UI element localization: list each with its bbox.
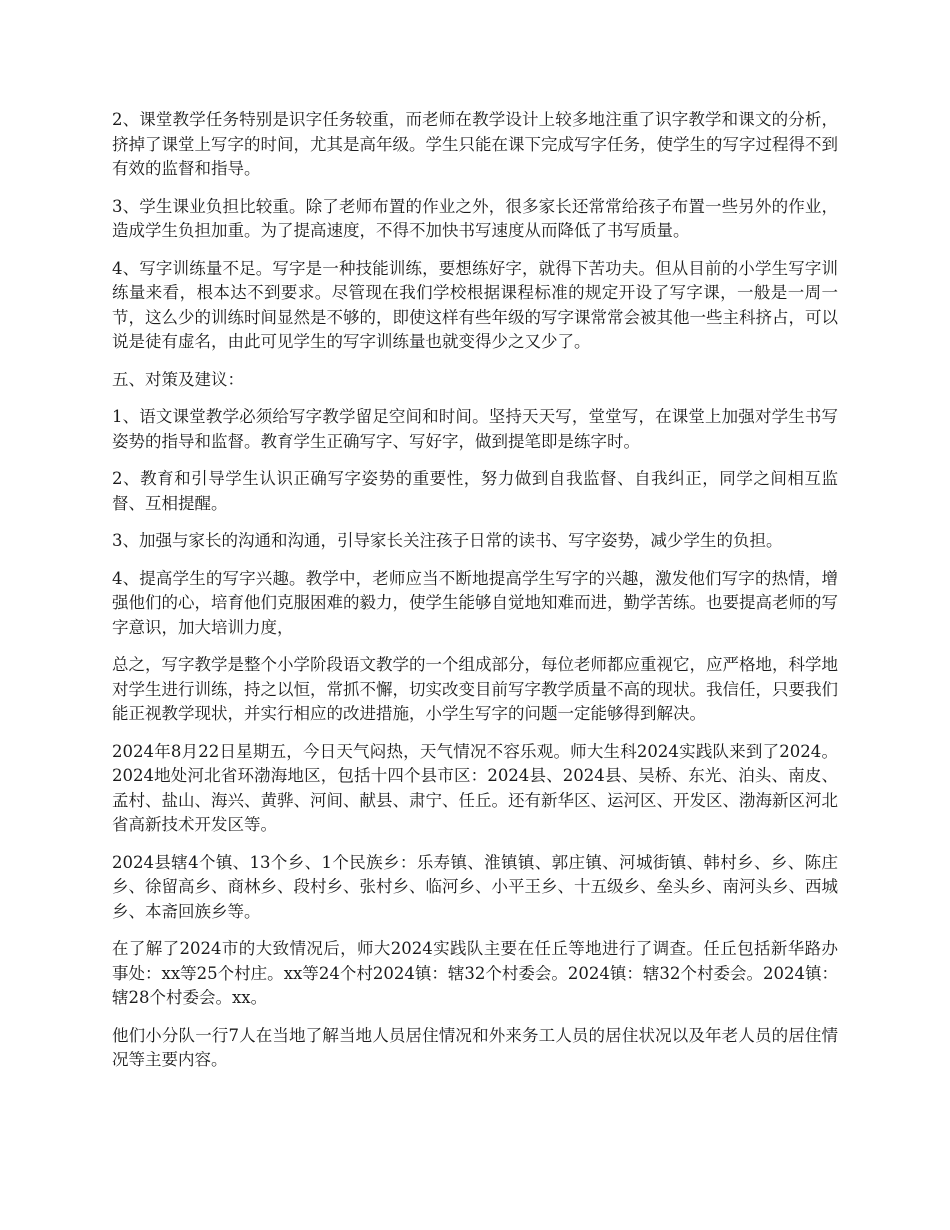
document-body [112, 108, 838, 1086]
paragraph-team-survey: 他们小分队一行7人在当地了解当地人员居住情况和外来务工人员的居住状况以及年老人员的居住情况等主要内容。 [112, 1025, 838, 1069]
paragraph-suggestion-3: 3、加强与家长的沟通和沟通，引导家长关注孩子日常的读书、写字姿势，减少学生的负担。 [112, 531, 783, 550]
paragraph-homework-burden: 3、学生课业负担比较重。除了老师布置的作业之外，很多家长还常常给孩子布置一些另外的作业，造成学生负担加重。为了提高速度，不得不加快书写速度从而降低了书写质量。 [112, 196, 838, 240]
paragraph-county-towns: 2024县辖4个镇、13个乡、1个民族乡：乐寿镇、淮镇镇、郭庄镇、河城街镇、韩村乡、乡、陈庄乡、徐留高乡、商林乡、段村乡、张村乡、临河乡、小平王乡、十五级乡、垒头乡、南河头乡、西城乡、本斋回族乡等。 [112, 852, 838, 921]
paragraph-suggestion-4: 4、提高学生的写字兴趣。教学中，老师应当不断地提高学生写字的兴趣，激发他们写字的热情，增强他们的心，培育他们克服困难的毅力，使学生能够自觉地知难而进，勤学苦练。也要提高老师的写字意识，加大培训力度， [112, 568, 838, 637]
paragraph-conclusion: 总之，写字教学是整个小学阶段语文教学的一个组成部分，每位老师都应重视它，应严格地，科学地对学生进行训练，持之以恒，常抓不懈，切实改变目前写字教学质量不高的现状。我信任，只要我们能正视教学现状，并实行相应的改进措施，小学生写字的问题一定能够得到解决。 [112, 655, 838, 723]
section-heading-suggestions: 五、对策及建议： [112, 369, 244, 389]
paragraph-survey-areas: 在了解了2024市的大致情况后，师大2024实践队主要在任丘等地进行了调查。任丘包括新华路办事处：xx等25个村庄。xx等24个村2024镇：辖32个村委会。2024镇：辖32个村委会。2024镇：辖28个村委会。xx。 [112, 939, 838, 1007]
paragraph-writing-task-time: 2、课堂教学任务特别是识字任务较重，而老师在教学设计上较多地注重了识字教学和课文的分析，挤掉了课堂上写字的时间，尤其是高年级。学生只能在课下完成写字任务，使学生的写字过程得不到有效的监督和指导。 [112, 110, 838, 178]
paragraph-training-insufficient: 4、写字训练量不足。写字是一种技能训练，要想练好字，就得下苦功夫。但从目前的小学生写字训练量来看，根本达不到要求。尽管现在我们学校根据课程标准的规定开设了写字课，一般是一周一节，这么少的训练时间显然是不够的，即使这样有些年级的写字课常常会被其他一些主科挤占，可以说是徒有虚名，由此可见学生的写字训练量也就变得少之又少了。 [112, 258, 838, 351]
paragraph-suggestion-2: 2、教育和引导学生认识正确写字姿势的重要性，努力做到自我监督、自我纠正，同学之间相互监督、互相提醒。 [112, 469, 838, 513]
paragraph-suggestion-1: 1、语文课堂教学必须给写字教学留足空间和时间。坚持天天写，堂堂写，在课堂上加强对学生书写姿势的指导和监督。教育学生正确写字、写好字，做到提笔即是练字时。 [112, 407, 838, 451]
paragraph-practice-intro: 2024年8月22日星期五，今日天气闷热，天气情况不容乐观。师大生科2024实践队来到了2024。2024地处河北省环渤海地区，包括十四个县市区：2024县、2024县、吴桥、东光、泊头、南皮、孟村、盐山、海兴、黄骅、河间、献县、肃宁、任丘。还有新华区、运河区、开发区、渤海新区河北省高新技术开发区等。 [112, 741, 838, 834]
